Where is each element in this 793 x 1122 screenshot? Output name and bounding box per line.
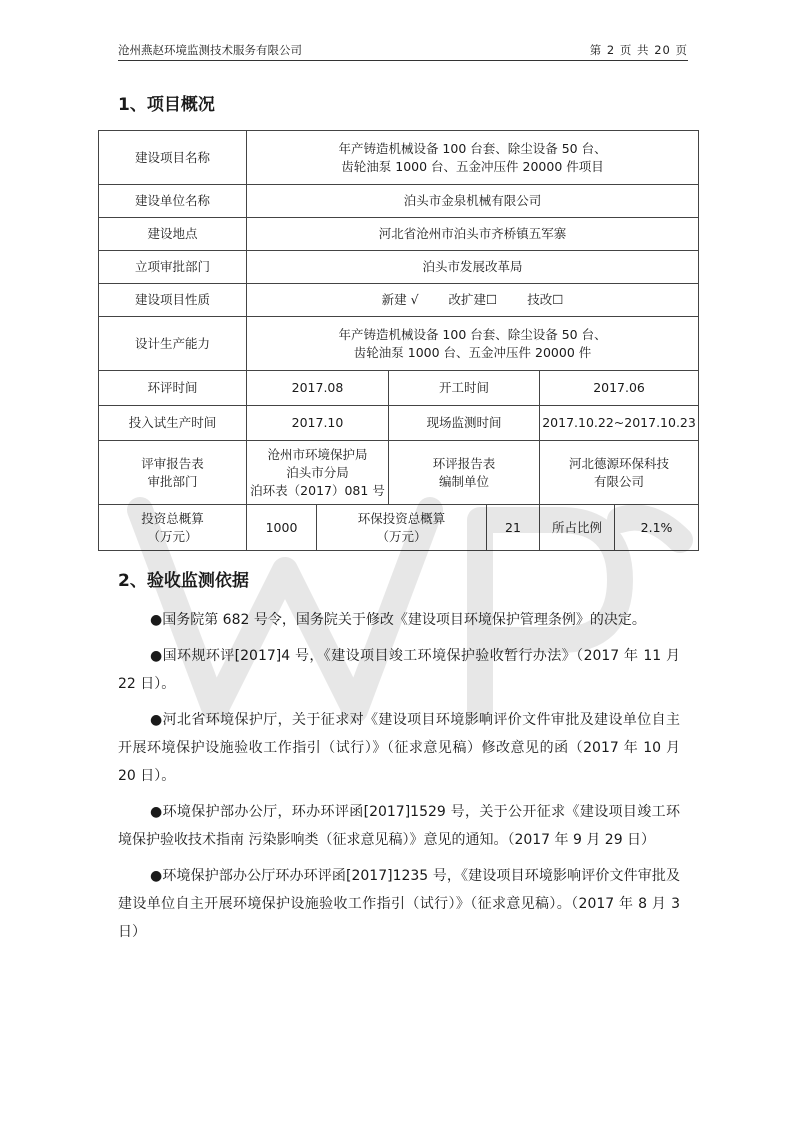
capacity-value: 年产铸造机械设备 100 台套、除尘设备 50 台、 齿轮油泵 1000 台、五金冲压件 20000 件 (247, 317, 699, 371)
unit-value: 泊头市金泉机械有限公司 (247, 185, 699, 218)
nature-tech: 技改☐ (527, 292, 564, 307)
table-row (99, 131, 699, 185)
project-overview-table (98, 130, 699, 551)
ratio-label: 所占比例 (540, 505, 615, 551)
section-title-basis: 2、验收监测依据 (118, 571, 249, 591)
company-name: 沧州燕赵环境监测技术服务有限公司 (118, 43, 302, 57)
nature-value (247, 284, 699, 317)
table-row (99, 218, 699, 251)
review-dept-label: 评审报告表 审批部门 (99, 441, 247, 505)
nature-label: 建设项目性质 (99, 284, 247, 317)
table-row (99, 505, 699, 551)
trial-label: 投入试生产时间 (99, 406, 247, 441)
table-row (99, 284, 699, 317)
eia-time-value: 2017.08 (247, 371, 389, 406)
table-row (99, 371, 699, 406)
basis-list (118, 606, 680, 954)
trial-value: 2017.10 (247, 406, 389, 441)
approval-dept-label: 立项审批部门 (99, 251, 247, 284)
approval-dept-value: 泊头市发展改革局 (247, 251, 699, 284)
invest-value: 1000 (247, 505, 317, 551)
site-value: 河北省沧州市泊头市齐桥镇五军寨 (247, 218, 699, 251)
eia-time-label: 环评时间 (99, 371, 247, 406)
monitor-value: 2017.10.22~2017.10.23 (540, 406, 699, 441)
project-name-value: 年产铸造机械设备 100 台套、除尘设备 50 台、 齿轮油泵 1000 台、五金冲压件 20000 件项目 (247, 131, 699, 185)
list-item: ●国务院第 682 号令，国务院关于修改《建设项目环境保护管理条例》的决定。 (150, 612, 646, 628)
ratio-value: 2.1% (615, 505, 699, 551)
list-item: ●环境保护部办公厅，环办环评函[2017]1529 号，关于公开征求《建设项目竣工环境保护验收技术指南 污染影响类（征求意见稿）》意见的通知。（2017 年 9 月 29 日） (118, 804, 680, 848)
table-row (99, 441, 699, 505)
nature-new: 新建 √ (381, 292, 419, 307)
project-name-label: 建设项目名称 (99, 131, 247, 185)
list-item: ●环境保护部办公厅环办环评函[2017]1235 号，《建设项目环境影响评价文件审批及建设单位自主开展环境保护设施验收工作指引（试行）》（征求意见稿）。（2017 年 8 月 3 日） (118, 868, 680, 940)
start-time-value: 2017.06 (540, 371, 699, 406)
site-label: 建设地点 (99, 218, 247, 251)
env-invest-label: 环保投资总概算 （万元） (317, 505, 487, 551)
list-item: ●河北省环境保护厅，关于征求对《建设项目环境影响评价文件审批及建设单位自主开展环境保护设施验收工作指引（试行）》（征求意见稿）修改意见的函（2017 年 10 月 20 日）。 (118, 712, 680, 784)
start-time-label: 开工时间 (389, 371, 540, 406)
section-title-overview: 1、项目概况 (118, 95, 215, 115)
monitor-label: 现场监测时间 (389, 406, 540, 441)
unit-label: 建设单位名称 (99, 185, 247, 218)
table-row (99, 251, 699, 284)
compile-unit-value: 河北德源环保科技 有限公司 (540, 441, 699, 505)
table-row (99, 317, 699, 371)
page-header (118, 40, 688, 61)
capacity-label: 设计生产能力 (99, 317, 247, 371)
review-dept-value: 沧州市环境保护局 泊头市分局 泊环表（2017）081 号 (247, 441, 389, 505)
compile-unit-label: 环评报告表 编制单位 (389, 441, 540, 505)
env-invest-value: 21 (487, 505, 540, 551)
nature-expand: 改扩建☐ (448, 292, 498, 307)
table-row (99, 406, 699, 441)
table-row (99, 185, 699, 218)
invest-label: 投资总概算 （万元） (99, 505, 247, 551)
page-number: 第 2 页 共 20 页 (589, 43, 688, 57)
list-item: ●国环规环评[2017]4 号，《建设项目竣工环境保护验收暂行办法》（2017 年 11 月 22 日）。 (118, 648, 680, 692)
